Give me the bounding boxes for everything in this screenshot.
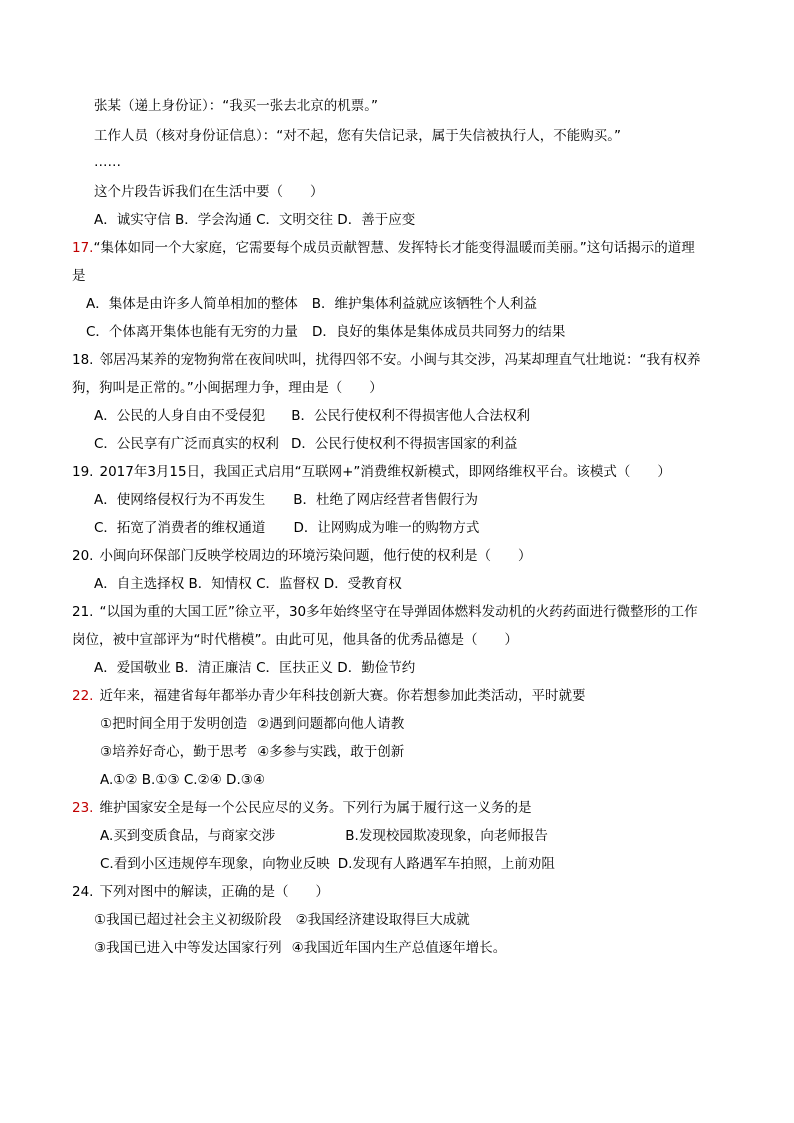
q16-stem: 这个片段告诉我们在生活中要（ ） [94, 184, 324, 200]
q17-option-c: C．个体离开集体也能有无穷的力量 [86, 324, 298, 340]
q18-stem-text: 邻居冯某养的宠物狗常在夜间吠叫，扰得四邻不安。小闽与其交涉，冯某却理直气壮地说：“我有权养 [99, 352, 701, 368]
q16-ellipsis: …… [94, 154, 121, 170]
q17-option-d: D．良好的集体是集体成员共同努力的结果 [311, 324, 566, 340]
q24-item-2: ②我国经济建设取得巨大成就 [295, 912, 470, 928]
q18-options-row-2 [94, 435, 517, 453]
q18-option-b: B．公民行使权利不得损害他人合法权利 [291, 408, 531, 424]
q23-option-d: D.发现有人路遇军车拍照，上前劝阻 [337, 856, 555, 872]
q20-number: 20. [72, 548, 94, 564]
q17-options-row-2 [86, 323, 565, 341]
q16-dialogue-line-1: 张某（递上身份证）：“我买一张去北京的机票。” [94, 98, 378, 114]
q23-stem-text: 维护国家安全是每一个公民应尽的义务。下列行为属于履行这一义务的是 [99, 800, 532, 816]
q23-options-row-2 [100, 855, 555, 873]
q22-item-4: ④多参与实践，敢于创新 [257, 744, 405, 760]
q24-item-1: ①我国已超过社会主义初级阶段 [94, 912, 282, 928]
q19-options-row-2 [94, 519, 479, 537]
q22-stem [72, 687, 585, 705]
q19-stem [72, 463, 671, 481]
q22-stem-text: 近年来，福建省每年都举办青少年科技创新大赛。你若想参加此类活动，平时就要 [99, 688, 586, 704]
q18-option-d: D．公民行使权利不得损害国家的利益 [290, 436, 518, 452]
q18-stem-line-1 [72, 351, 700, 369]
q19-option-b: B．杜绝了网店经营者售假行为 [293, 492, 479, 508]
q22-item-3: ③培养好奇心，勤于思考 [100, 744, 248, 760]
q21-number: 21. [72, 604, 94, 620]
q17-stem-line-2: 是 [72, 268, 86, 284]
q23-options-row-1 [100, 827, 548, 845]
q24-item-4: ④我国近年国内生产总值逐年增长。 [291, 940, 507, 956]
q19-options-row-1 [94, 491, 478, 509]
q24-items-row-2 [94, 939, 506, 957]
q24-number: 24. [72, 884, 94, 900]
q19-number: 19. [72, 464, 94, 480]
q22-item-1: ①把时间全用于发明创造 [100, 716, 248, 732]
q18-option-a: A．公民的人身自由不受侵犯 [94, 408, 266, 424]
q20-options: A．自主选择权 B．知情权 C．监督权 D．受教育权 [94, 576, 402, 592]
q24-items-row-1 [94, 911, 470, 929]
q23-stem [72, 799, 531, 817]
q16-dialogue-line-2: 工作人员（核对身份证信息）：“对不起，您有失信记录，属于失信被执行人，不能购买。” [94, 128, 621, 144]
q19-option-d: D．让网购成为唯一的购物方式 [293, 520, 480, 536]
q20-stem-text: 小闽向环保部门反映学校周边的环境污染问题，他行使的权利是（ ） [99, 548, 532, 564]
q21-options: A．爱国敬业 B．清正廉洁 C．匡扶正义 D．勤俭节约 [94, 660, 416, 676]
q24-item-3: ③我国已进入中等发达国家行列 [94, 940, 282, 956]
q23-option-b: B.发现校园欺凌现象，向老师报告 [345, 828, 548, 844]
q23-number: 23. [72, 800, 94, 816]
q18-option-c: C．公民享有广泛而真实的权利 [94, 436, 279, 452]
q18-options-row-1 [94, 407, 530, 425]
q22-item-2: ②遇到问题都向他人请教 [257, 716, 405, 732]
q22-items-row-1 [100, 715, 404, 733]
q23-option-a: A.买到变质食品，与商家交涉 [100, 828, 276, 844]
q21-stem-line-1 [72, 603, 698, 621]
q24-stem [72, 883, 329, 901]
q19-option-c: C．拓宽了消费者的维权通道 [94, 520, 266, 536]
q17-stem-text: “集体如同一个大家庭，它需要每个成员贡献智慧、发挥特长才能变得温暖而美丽。”这句话揭示的道理 [93, 240, 695, 256]
q17-number: 17. [72, 240, 94, 256]
q24-stem-text: 下列对图中的解读，正确的是（ ） [99, 884, 329, 900]
q17-option-a: A．集体是由许多人简单相加的整体 [86, 296, 298, 312]
q22-items-row-2 [100, 743, 404, 761]
q17-stem-line-1 [72, 239, 695, 257]
q18-stem-line-2: 狗，狗叫是正常的。”小闽据理力争，理由是（ ） [72, 380, 383, 396]
q18-number: 18. [72, 352, 94, 368]
q17-options-row-1 [86, 295, 537, 313]
q19-option-a: A．使网络侵权行为不再发生 [94, 492, 266, 508]
q21-stem-text: “以国为重的大国工匠”徐立平，30多年始终坚守在导弹固体燃料发动机的火药药面进行微整形的工作 [99, 604, 698, 620]
q17-option-b: B．维护集体利益就应该牺牲个人利益 [311, 296, 538, 312]
q19-stem-text: 2017年3月15日，我国正式启用“互联网+”消费维权新模式，即网络维权平台。该模式（ ） [99, 464, 671, 480]
q22-options: A.①② B.①③ C.②④ D.③④ [100, 772, 265, 788]
q20-stem [72, 547, 531, 565]
q23-option-c: C.看到小区违规停车现象，向物业反映 [100, 856, 330, 872]
q16-options: A．诚实守信 B．学会沟通 C．文明交往 D．善于应变 [94, 212, 416, 228]
q21-stem-line-2: 岗位，被中宣部评为“时代楷模”。由此可见，他具备的优秀品德是（ ） [72, 632, 518, 648]
q22-number: 22. [72, 688, 94, 704]
